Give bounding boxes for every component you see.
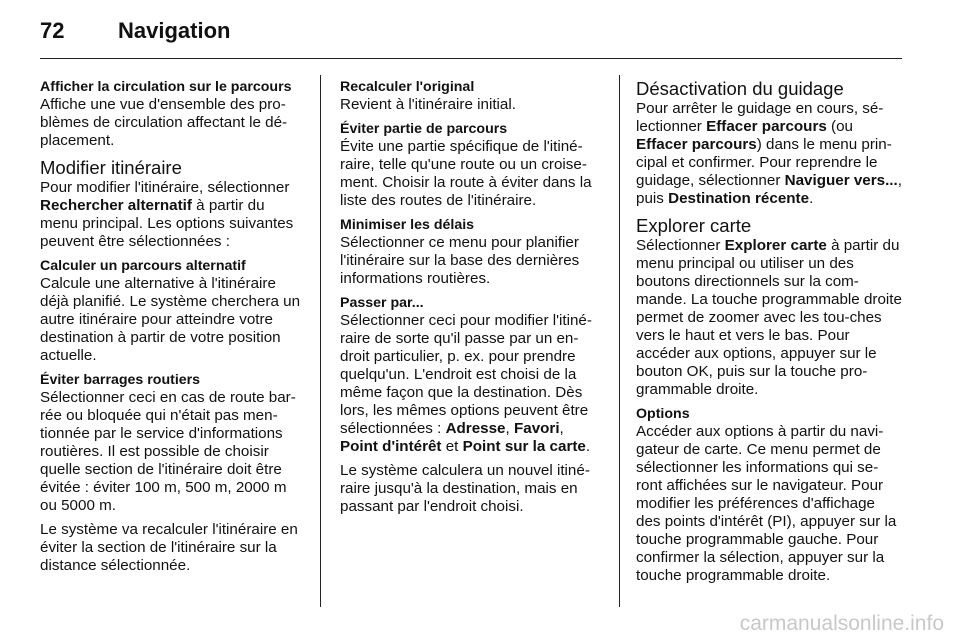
page-number: 72: [40, 18, 65, 43]
section-title-deactivate: Désactivation du guidage: [636, 78, 844, 99]
text-alternative: Calcule une alternative à l'itinéraire déjà planifié. Le système cherchera un autre itinéraire pour atteindre votre destination à partir de votre position actuelle.: [40, 275, 301, 364]
column-divider-1: [320, 75, 321, 607]
header-rule: [40, 58, 902, 59]
column-divider-2: [619, 75, 620, 607]
chapter-title: Navigation: [118, 18, 231, 43]
watermark: carmanualsonline.info: [739, 612, 944, 635]
text-modify-intro: Pour modifier l'itinéraire, sélectionner Rechercher alternatif à partir du menu principal. Les options suivantes peuvent être sélectionnées :: [40, 179, 294, 250]
column-2: [340, 78, 604, 522]
menu-effacer-parcours-alt: Effacer parcours: [636, 136, 757, 153]
subheading-roadblocks: Éviter barrages routiers: [40, 372, 201, 388]
menu-destination-recente: Destination récente: [668, 190, 810, 207]
text-deactivate: Pour arrêter le guidage en cours, sé-lectionner Effacer parcours (ou Effacer parcours) dans le menu prin-cipal et confirmer. Pour reprendre le guidage, sélectionner Naviguer vers..., puis Destination récente.: [636, 100, 902, 207]
column-1: [40, 78, 304, 581]
text-via-end: Le système calculera un nouvel itiné-raire jusqu'à la destination, mais en passant par l'endroit choisi.: [340, 462, 590, 515]
option-address: Adresse: [445, 420, 506, 437]
option-favorite: Favori: [513, 420, 560, 437]
subheading-via: Passer par...: [340, 295, 424, 311]
text-roadblocks: Sélectionner ceci en cas de route bar-rée ou bloquée qui n'était pas men-tionnée par le service d'informations routières. Il est possible de choisir quelle section de l'itinéraire doit être évitée : éviter 100 m, 500 m, 2000 m ou 5000 m.: [40, 389, 296, 514]
column-3: [636, 78, 902, 591]
text-via: Sélectionner ceci pour modifier l'itiné-raire de sorte qu'il passe par un en-droit particulier, p. ex. pour prendre quelqu'un. L'endroit est choisi de la même façon que la destination. Dès lors, les mêmes options peuvent être sélectionnées : Adresse, Favori, Point d'intérêt et Point sur la carte.: [340, 312, 592, 455]
text-traffic: Affiche une vue d'ensemble des pro-blèmes de circulation affectant le dé-placement.: [40, 96, 288, 149]
text-recalculate: Le système va recalculer l'itinéraire en éviter la section de l'itinéraire sur la distance sélectionnée.: [40, 521, 298, 574]
subheading-original: Recalculer l'original: [340, 79, 475, 95]
menu-effacer-parcours: Effacer parcours: [706, 118, 827, 135]
subheading-traffic: Afficher la circulation sur le parcours: [40, 79, 292, 95]
menu-explorer-carte: Explorer carte: [724, 237, 827, 254]
text-explore: Sélectionner Explorer carte à partir du menu principal ou utiliser un des boutons directionnels sur la com-mande. La touche programmable droite permet de zoomer avec les tou-ches vers le haut et vers le bas. Pour accéder aux options, appuyer sur le bouton OK, puis sur la touche pro-grammable droite.: [636, 237, 902, 398]
subheading-alternative: Calculer un parcours alternatif: [40, 258, 246, 274]
option-poi: Point d'intérêt: [340, 438, 442, 455]
menu-naviguer-vers: Naviguer vers...: [784, 172, 898, 189]
text-original: Revient à l'itinéraire initial.: [340, 96, 516, 113]
subheading-delays: Minimiser les délais: [340, 217, 475, 233]
text-delays: Sélectionner ce menu pour planifier l'itinéraire sur la base des dernières informations routières.: [340, 234, 580, 287]
menu-rechercher-alternatif: Rechercher alternatif: [40, 197, 192, 214]
section-title-modify-route: Modifier itinéraire: [40, 157, 182, 178]
section-title-explore: Explorer carte: [636, 215, 752, 236]
subheading-avoid-part: Éviter partie de parcours: [340, 121, 508, 137]
text-options: Accéder aux options à partir du navi-gateur de carte. Ce menu permet de sélectionner les informations qui se-ront affichées sur le navigateur. Pour modifier les préférences d'affichage des points d'intérêt (PI), appuyer sur la touche programmable gauche. Pour confirmer la sélection, appuyer sur la touche programmable droite.: [636, 423, 897, 584]
text-avoid-part: Évite une partie spécifique de l'itiné-raire, telle qu'une route ou un croise-ment. Choisir la route à éviter dans la liste des routes de l'itinéraire.: [340, 138, 592, 209]
option-map-point: Point sur la carte: [462, 438, 586, 455]
subheading-options: Options: [636, 406, 690, 422]
